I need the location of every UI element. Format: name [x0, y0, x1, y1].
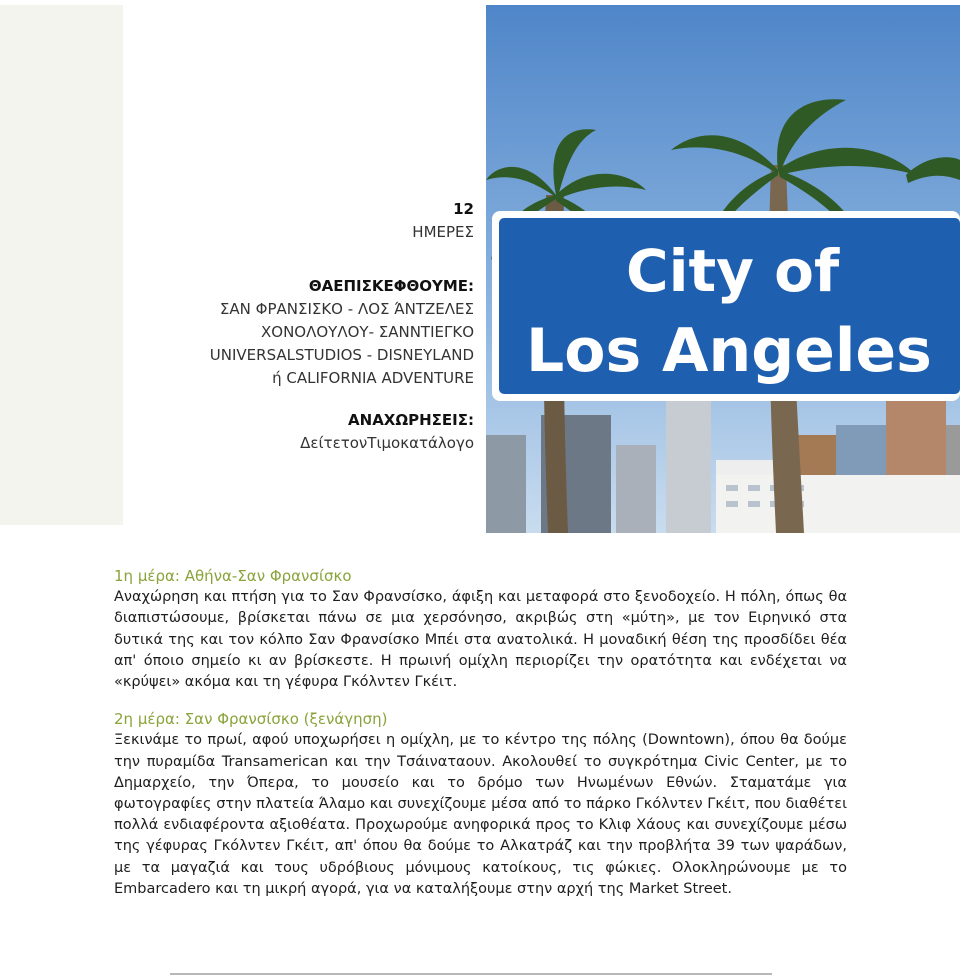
day-1-text: Αναχώρηση και πτήση για το Σαν Φρανσίσκο, άφιξη και μεταφορά στο ξενοδοχείο. Η πόλη, όπως θα διαπιστώσουμε, βρίσκεται πάνω σε μια χερσόνησο, ακριβώς στη «μύτη», με τον Ειρηνικό στα δυτικά της και τον κόλπο Σαν Φρανσίσκο Μπέι στα ανατολικά. Η μοναδική θέση της προσδίδει θέα απ' όποιο σημείο κι αν βρίσκεστε. Η πρωινή ομίχλη περιορίζει την ορατότητα και ενδέχεται να «κρύψει» ακόμα και τη γέφυρα Γκόλντεν Γκέιτ. [114, 589, 847, 691]
day-1-title: 1η μέρα: Αθήνα-Σαν Φρανσίσκο [114, 567, 352, 585]
side-panel [0, 5, 123, 525]
sign-line-2: Los Angeles [526, 316, 932, 386]
city-sign [492, 211, 960, 401]
days-label: ΗΜΕΡΕΣ [412, 223, 474, 241]
days-number: 12 [453, 200, 474, 218]
visit-line: ΣΑΝ ΦΡΑΝΣΙΣΚΟ - ΛΟΣ ΆΝΤΖΕΛΕΣ [219, 300, 474, 318]
visit-line: ΧΟΝΟΛΟΥΛΟΥ- ΣΑΝΝΤΙΕΓΚΟ [261, 323, 474, 341]
departures-text: ΔείτετονΤιμοκατάλογο [300, 434, 474, 452]
visit-heading: ΘΑΕΠΙΣΚΕΦΘΟΥΜΕ: [308, 277, 474, 295]
day-2-title: 2η μέρα: Σαν Φρανσίσκο (ξενάγηση) [114, 710, 388, 729]
visit-line: ή CALIFORNIA ADVENTURE [272, 369, 474, 387]
visit-line: UNIVERSALSTUDIOS - DISNEYLAND [209, 346, 474, 364]
city-photo [486, 5, 960, 533]
sign-line-1: City of [626, 237, 840, 305]
city-of-los-angeles-sign-image [486, 5, 960, 533]
bottom-divider [170, 973, 772, 975]
departures-heading: ΑΝΑΧΩΡΗΣΕΙΣ: [348, 411, 474, 429]
day-2-text: Ξεκινάμε το πρωί, αφού υποχωρήσει η ομίχλη, με το κέντρο της πόλης (Downtown), όπου θα δούμε την πυραμίδα Transamerican και την Τσάιναταουν. Ακολουθεί το συγκρότημα Civic Center, με το Δημαρχείο, την Όπερα, το μουσείο και το δρόμο των Ηνωμένων Εθνών. Σταματάμε για φωτογραφίες στην πλατεία Άλαμο και συνεχίζουμε μέσα από το πάρκο Γκόλντεν Γκέιτ, που διαθέτει πολλά ενδιαφέροντα αξιοθέατα. Προχωρούμε ανηφορικά προς το Κλιφ Χάους και συνεχίζουμε μέσω της γέφυρας Γκόλντεν Γκέιτ, απ' όπου θα δούμε το Αλκατράζ και την προβλήτα 39 των ψαράδων, με τα μαγαζιά και τους υδρόβιους μόνιμους κατοίκους, τις φώκιες. Ολοκληρώνουμε με το Embarcadero και τη μικρή αγορά, για να καταλήξουμε στην αρχή της Market Street. [114, 732, 847, 897]
trip-info [150, 198, 474, 455]
itinerary [114, 566, 847, 900]
